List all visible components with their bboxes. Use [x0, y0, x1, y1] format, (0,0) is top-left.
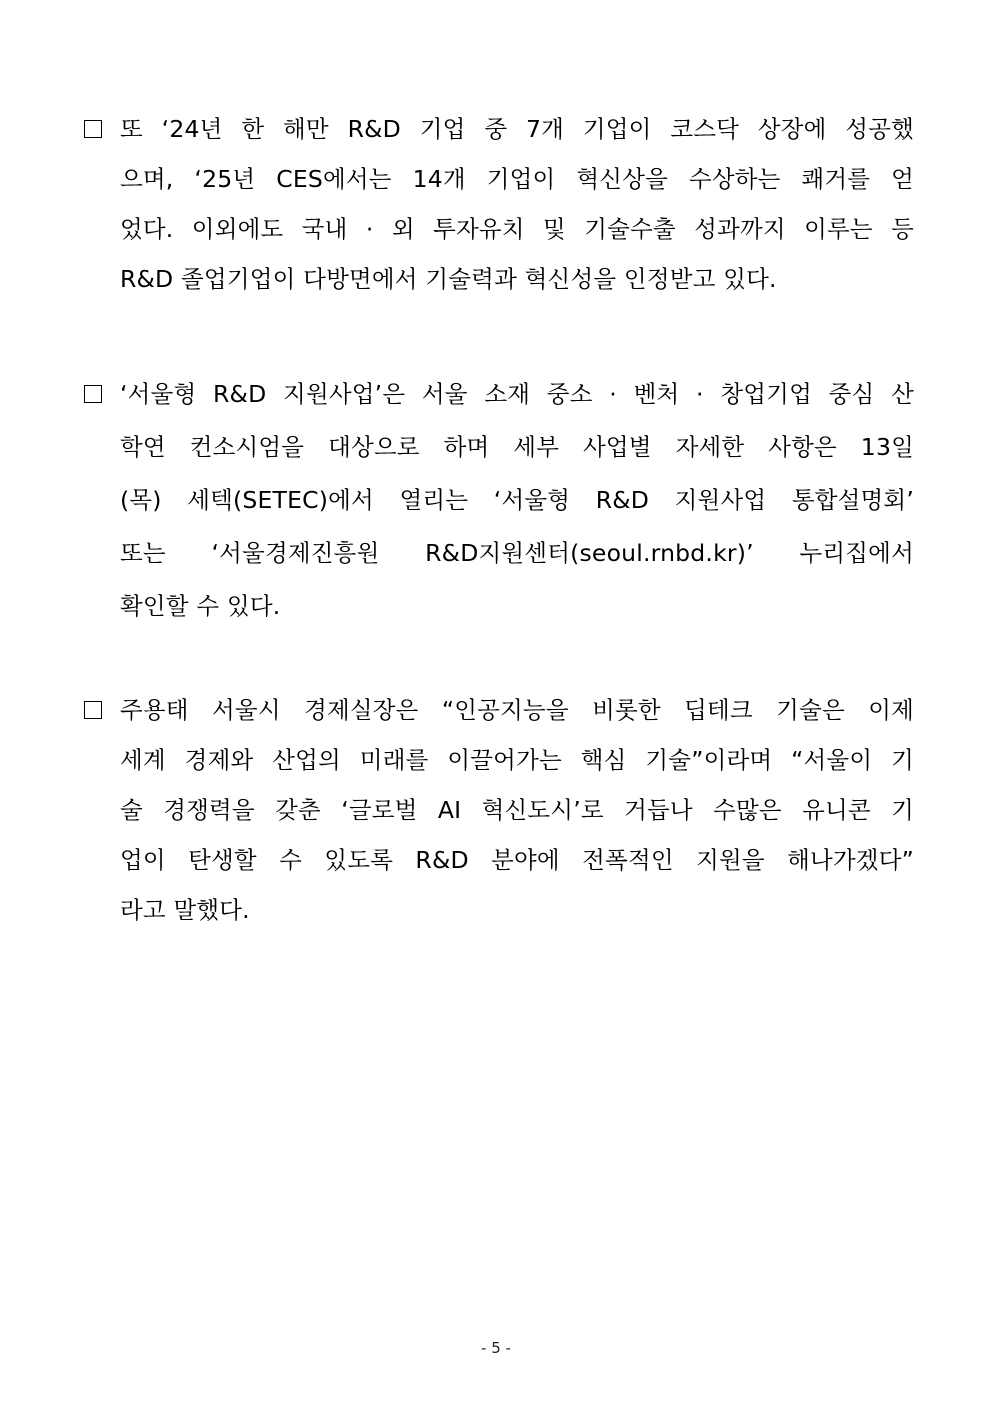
- paragraph-line: 주용태 서울시 경제실장은 “인공지능을 비롯한 딥테크 기술은 이제: [120, 696, 914, 724]
- empty-square-icon: [84, 120, 102, 138]
- paragraph-line: 술 경쟁력을 갖춘 ‘글로벌 AI 혁신도시’로 거듭나 수많은 유니콘 기: [120, 796, 914, 824]
- paragraph-line: 확인할 수 있다.: [120, 592, 281, 620]
- paragraph-line: R&D 졸업기업이 다방면에서 기술력과 혁신성을 인정받고 있다.: [120, 265, 777, 293]
- paragraph-line: 또는 ‘서울경제진흥원 R&D지원센터(seoul.rnbd.kr)’ 누리집에서: [120, 539, 914, 567]
- paragraph-line: 라고 말했다.: [120, 896, 250, 924]
- page-number: - 5 -: [481, 1339, 511, 1357]
- paragraph-line: (목) 세텍(SETEC)에서 열리는 ‘서울형 R&D 지원사업 통합설명회’: [120, 486, 914, 514]
- paragraph-line: 세계 경제와 산업의 미래를 이끌어가는 핵심 기술”이라며 “서울이 기: [120, 746, 914, 774]
- empty-square-icon: [84, 385, 102, 403]
- paragraph-line: ‘서울형 R&D 지원사업’은 서울 소재 중소 · 벤처 · 창업기업 중심 산: [120, 380, 914, 408]
- paragraph-line: 으며, ‘25년 CES에서는 14개 기업이 혁신상을 수상하는 쾌거를 얻: [120, 165, 914, 193]
- paragraph-line: 학연 컨소시엄을 대상으로 하며 세부 사업별 자세한 사항은 13일: [120, 433, 914, 461]
- empty-square-icon: [84, 701, 102, 719]
- paragraph-line: 업이 탄생할 수 있도록 R&D 분야에 전폭적인 지원을 해나가겠다”: [120, 846, 914, 874]
- paragraph-line: 또 ‘24년 한 해만 R&D 기업 중 7개 기업이 코스닥 상장에 성공했: [120, 115, 914, 143]
- paragraph-line: 었다. 이외에도 국내 · 외 투자유치 및 기술수출 성과까지 이루는 등: [120, 215, 914, 243]
